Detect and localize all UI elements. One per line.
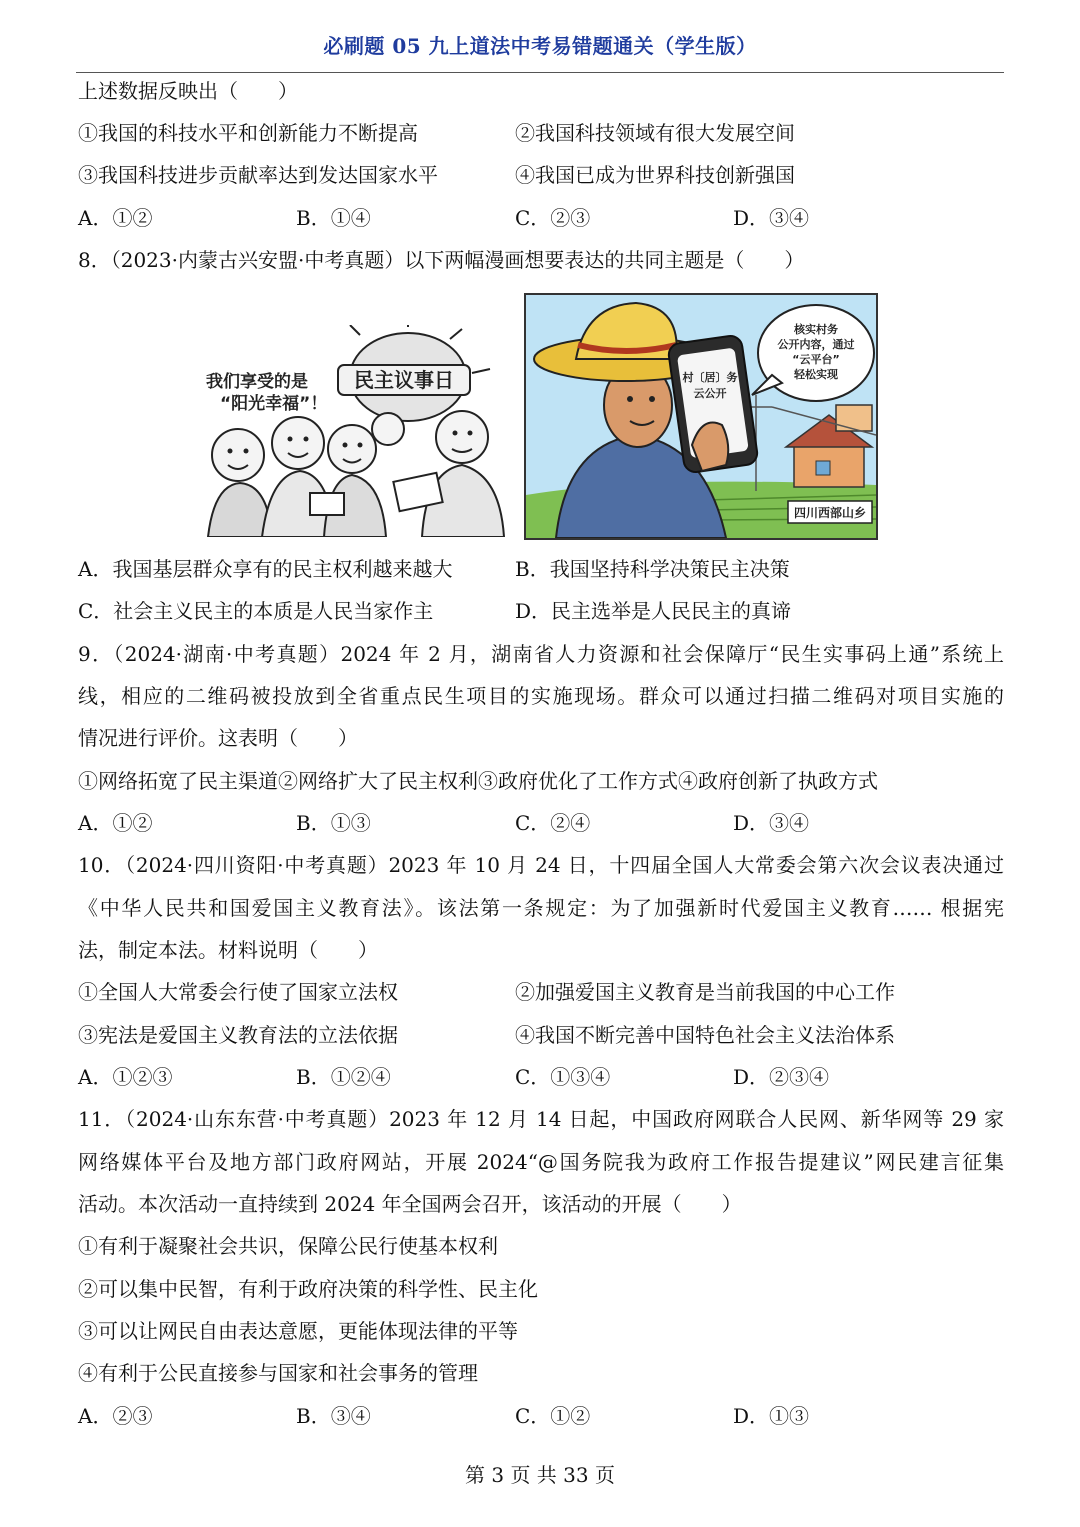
q8-option-b: B．我国坚持科学决策民主决策 bbox=[515, 557, 790, 581]
q10-line-3: 法，制定本法。材料说明（ ） bbox=[78, 938, 378, 962]
q7-stem: 上述数据反映出（ ） bbox=[78, 79, 298, 103]
header-title: 必刷题 05 九上道法中考易错题通关（学生版） bbox=[323, 34, 757, 58]
q9-option-c: C．②④ bbox=[515, 811, 591, 835]
q10-option-b: B．①②④ bbox=[296, 1065, 391, 1089]
q8-option-a: A．我国基层群众享有的民主权利越来越大 bbox=[78, 557, 453, 581]
q11-statement-2: ②可以集中民智，有利于政府决策的科学性、民主化 bbox=[78, 1277, 538, 1301]
page-number: 第 3 页 共 33 页 bbox=[465, 1463, 615, 1487]
header-divider bbox=[76, 72, 1004, 73]
cartoon-left-banner: 民主议事日 bbox=[354, 368, 454, 392]
q9-line-2: 线，相应的二维码被投放到全省重点民生项目的实施现场。群众可以通过扫描二维码对项目实施的 bbox=[78, 684, 1004, 708]
q7-option-b: B．①④ bbox=[296, 206, 371, 230]
bubble-line-2: 公开内容，通过 bbox=[777, 338, 855, 351]
cartoon-left-caption-1: 我们享受的是 bbox=[206, 372, 308, 392]
q9-option-b: B．①③ bbox=[296, 811, 371, 835]
bubble-line-3: “云平台” bbox=[792, 353, 840, 366]
q11-option-b: B．③④ bbox=[296, 1404, 371, 1428]
q10-statement-2: ②加强爱国主义教育是当前我国的中心工作 bbox=[515, 980, 895, 1004]
q8-stem: 8．（2023·内蒙古兴安盟·中考真题）以下两幅漫画想要表达的共同主题是（ ） bbox=[78, 248, 805, 272]
q11-statement-4: ④有利于公民直接参与国家和社会事务的管理 bbox=[78, 1361, 478, 1385]
q11-statement-3: ③可以让网民自由表达意愿，更能体现法律的平等 bbox=[78, 1319, 518, 1343]
q9-line-3: 情况进行评价。这表明（ ） bbox=[78, 726, 358, 750]
q10-statement-4: ④我国不断完善中国特色社会主义法治体系 bbox=[515, 1023, 895, 1047]
cartoon-right bbox=[524, 293, 878, 540]
q7-statement-3: ③我国科技进步贡献率达到发达国家水平 bbox=[78, 163, 438, 187]
cartoon-left bbox=[200, 325, 518, 537]
q9-line-1: 9．（2024·湖南·中考真题）2024 年 2 月，湖南省人力资源和社会保障厅“民生实事码上通”系统上 bbox=[78, 642, 1004, 666]
q7-option-c: C．②③ bbox=[515, 206, 591, 230]
q9-statements: ①网络拓宽了民主渠道②网络扩大了民主权利③政府优化了工作方式④政府创新了执政方式 bbox=[78, 769, 878, 793]
q7-option-a: A．①② bbox=[78, 206, 153, 230]
q10-statement-1: ①全国人大常委会行使了国家立法权 bbox=[78, 980, 398, 1004]
bubble-line-1: 核实村务 bbox=[794, 323, 838, 336]
q11-option-d: D．①③ bbox=[733, 1404, 810, 1428]
q11-line-3: 活动。本次活动一直持续到 2024 年全国两会召开，该活动的开展（ ） bbox=[78, 1192, 742, 1216]
q10-option-a: A．①②③ bbox=[78, 1065, 173, 1089]
bubble-line-4: 轻松实现 bbox=[794, 368, 838, 381]
q8-option-d: D．民主选举是人民民主的真谛 bbox=[515, 599, 792, 623]
q11-option-a: A．②③ bbox=[78, 1404, 153, 1428]
q11-option-c: C．①② bbox=[515, 1404, 591, 1428]
phone-screen-line-2: 云公开 bbox=[693, 387, 727, 400]
cartoon-left-illustration bbox=[200, 325, 518, 537]
q7-statement-1: ①我国的科技水平和创新能力不断提高 bbox=[78, 121, 418, 145]
cartoon-right-illustration bbox=[526, 295, 876, 538]
q7-statement-4: ④我国已成为世界科技创新强国 bbox=[515, 163, 795, 187]
phone-screen-line-1: 村〔居〕务 bbox=[682, 371, 738, 384]
cartoon-left-caption-2: “阳光幸福”！ bbox=[220, 394, 328, 414]
q7-option-d: D．③④ bbox=[733, 206, 810, 230]
q10-option-d: D．②③④ bbox=[733, 1065, 830, 1089]
q10-line-2: 《中华人民共和国爱国主义教育法》。该法第一条规定：为了加强新时代爱国主义教育…… 根据宪 bbox=[78, 896, 1004, 920]
q7-statement-2: ②我国科技领域有很大发展空间 bbox=[515, 121, 795, 145]
q10-option-c: C．①③④ bbox=[515, 1065, 611, 1089]
q8-option-c: C．社会主义民主的本质是人民当家作主 bbox=[78, 599, 434, 623]
q10-line-1: 10．（2024·四川资阳·中考真题）2023 年 10 月 24 日，十四届全国人大常委会第六次会议表决通过 bbox=[78, 853, 1004, 877]
q9-option-a: A．①② bbox=[78, 811, 153, 835]
q9-option-d: D．③④ bbox=[733, 811, 810, 835]
q11-line-2: 网络媒体平台及地方部门政府网站，开展 2024“@国务院我为政府工作报告提建议”网民建言征集 bbox=[78, 1150, 1004, 1174]
place-label: 四川西部山乡 bbox=[793, 506, 867, 520]
q11-line-1: 11．（2024·山东东营·中考真题）2023 年 12 月 14 日起，中国政府网联合人民网、新华网等 29 家 bbox=[78, 1107, 1004, 1131]
q10-statement-3: ③宪法是爱国主义教育法的立法依据 bbox=[78, 1023, 398, 1047]
q11-statement-1: ①有利于凝聚社会共识，保障公民行使基本权利 bbox=[78, 1234, 498, 1258]
